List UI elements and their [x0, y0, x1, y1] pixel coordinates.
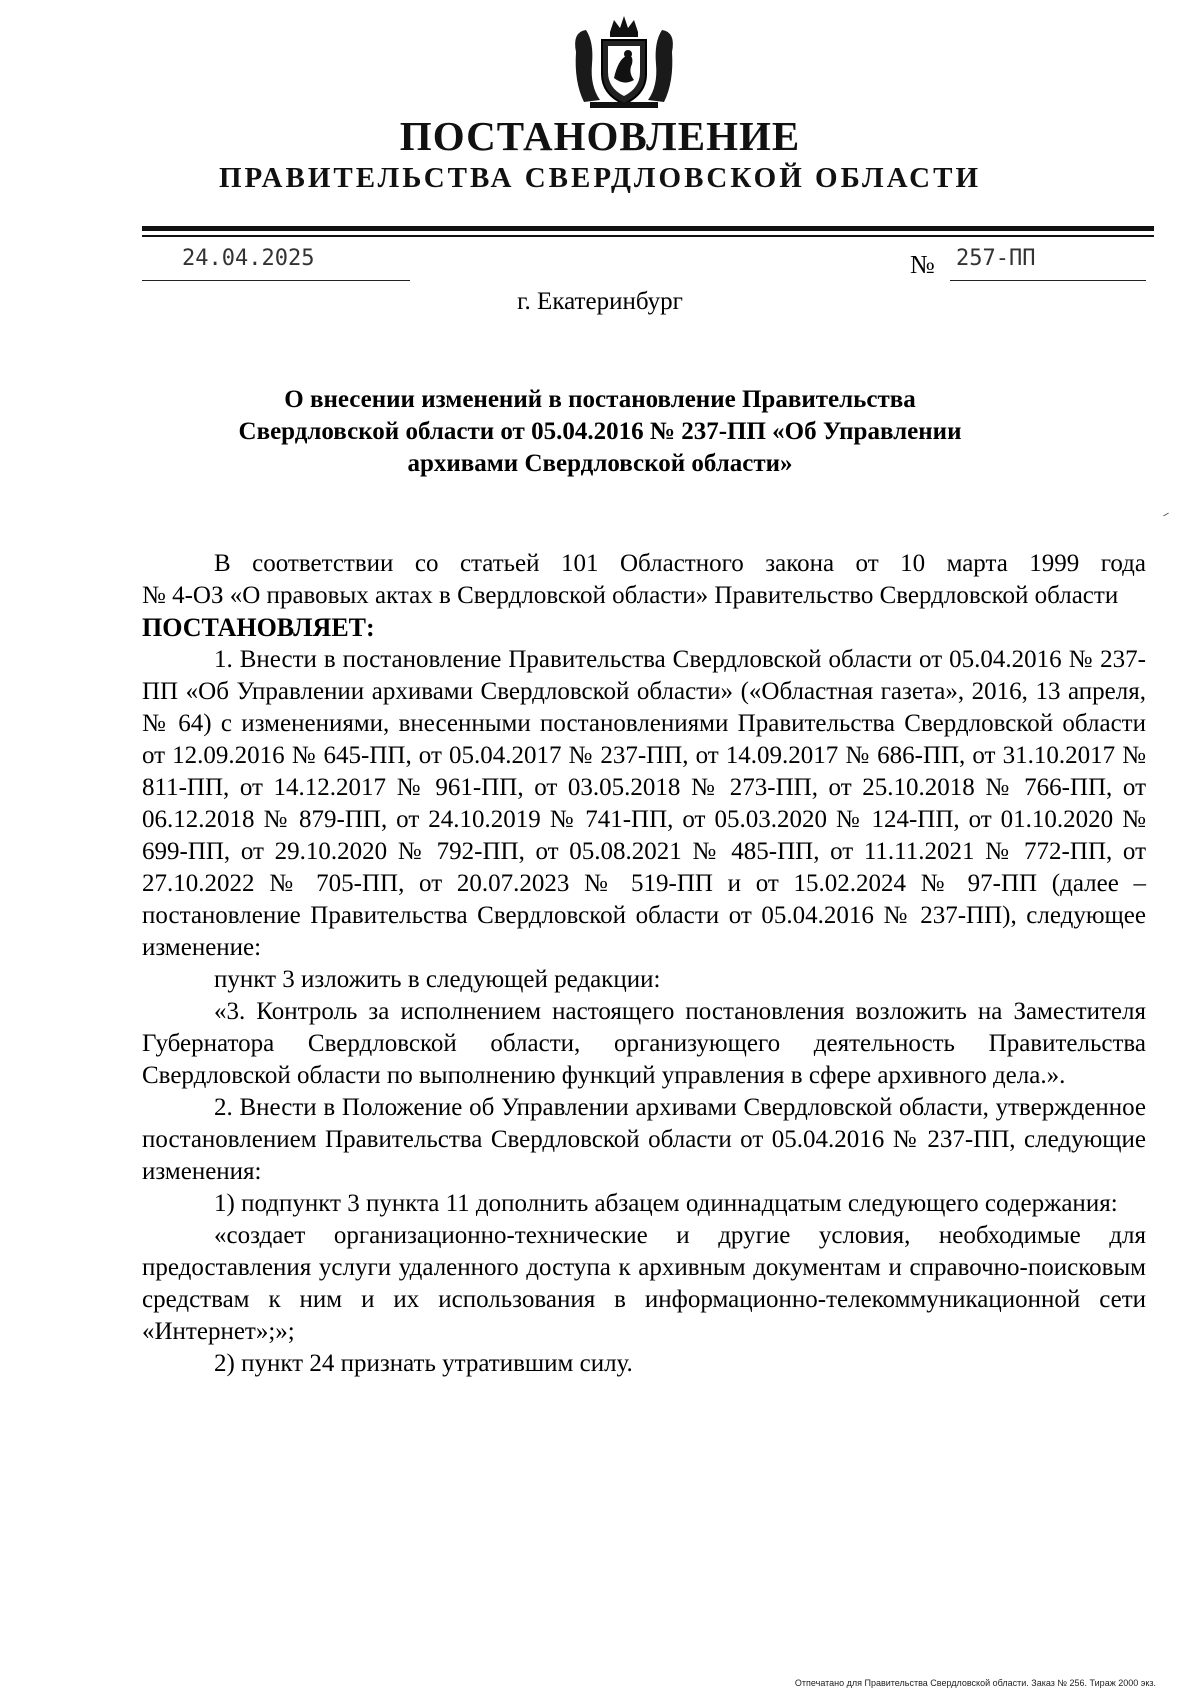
heading-line-2: Свердловской области от 05.04.2016 № 237-ПП «Об Управлении [238, 418, 962, 445]
coat-of-arms-icon [570, 12, 678, 110]
document-body [142, 548, 1146, 1380]
document-title: ПОСТАНОВЛЕНИЕ [399, 113, 801, 159]
print-note: Отпечатано для Правительства Свердловской области. Заказ № 256. Тираж 2000 экз. [794, 1678, 1156, 1688]
resolves-label: ПОСТАНОВЛЯЕТ: [142, 613, 375, 642]
preamble-first-line: В соответствии со статьей 101 Областного закона от 10 марта 1999 года [214, 550, 1146, 577]
document-number: 257-ПП [956, 246, 1036, 271]
number-underline [950, 280, 1146, 281]
preamble [142, 548, 1146, 612]
document-subtitle: ПРАВИТЕЛЬСТВА СВЕРДЛОВСКОЙ ОБЛАСТИ [218, 162, 982, 194]
preamble-rest: № 4-ОЗ «О правовых актах в Свердловской области» Правительство Свердловской области [142, 582, 1119, 609]
heading-line-1: О внесении изменений в постановление Правительства [284, 386, 916, 413]
document-date: 24.04.2025 [182, 246, 315, 271]
city-label: г. Екатеринбург [517, 288, 683, 315]
document-heading [200, 384, 1000, 480]
paragraph-1a: пункт 3 изложить в следующей редакции: [214, 966, 661, 993]
scan-mark [1163, 513, 1169, 517]
paragraph-1b: «3. Контроль за исполнением настоящего постановления возложить на Заместителя Губернатора Свердловской области, организующего деятельность Правительства Свердловской области по выполнению функций управления в сфере архивного дела.». [142, 998, 1146, 1089]
paragraph-2: 2. Внести в Положение об Управлении архивами Свердловской области, утвержденное постановлением Правительства Свердловской области от 05.04.2016 № 237-ПП, следующие изменения: [142, 1094, 1146, 1185]
heading-line-3: архивами Свердловской области» [407, 450, 793, 477]
header-rule-thin [142, 235, 1154, 237]
paragraph-2b: «создает организационно-технические и другие условия, необходимые для предоставления услуги удаленного доступа к архивным документам и справочно-поисковым средствам к ним и их использования в информационно-телекоммуникационной сети «Интернет»;»; [142, 1222, 1146, 1345]
paragraph-1: 1. Внести в постановление Правительства Свердловской области от 05.04.2016 № 237-ПП «Об Управлении архивами Свердловской области» («Областная газета», 2016, 13 апреля, № 64) с изменениями, внесенными постановлениями Правительства Свердловской области от 12.09.2016 № 645-ПП, от 05.04.2017 № 237-ПП, от 14.09.2017 № 686-ПП, от 31.10.2017 № 811-ПП, от 14.12.2017 № 961-ПП, от 03.05.2018 № 273-ПП, от 25.10.2018 № 766-ПП, от 06.12.2018 № 879-ПП, от 24.10.2019 № 741-ПП, от 05.03.2020 № 124-ПП, от 01.10.2020 № 699-ПП, от 29.10.2020 № 792-ПП, от 05.08.2021 № 485-ПП, от 11.11.2021 № 772-ПП, от 27.10.2022 № 705-ПП, от 20.07.2023 № 519-ПП и от 15.02.2024 № 97-ПП (далее – постановление Правительства Свердловской области от 05.04.2016 № 237-ПП), следующее изменение: [142, 646, 1146, 961]
paragraph-2c: 2) пункт 24 признать утратившим силу. [214, 1350, 633, 1377]
date-underline [142, 280, 410, 281]
number-sign: № [910, 250, 935, 279]
header-rule-thick [142, 226, 1154, 231]
paragraph-2a: 1) подпункт 3 пункта 11 дополнить абзацем одиннадцатым следующего содержания: [214, 1190, 1118, 1217]
